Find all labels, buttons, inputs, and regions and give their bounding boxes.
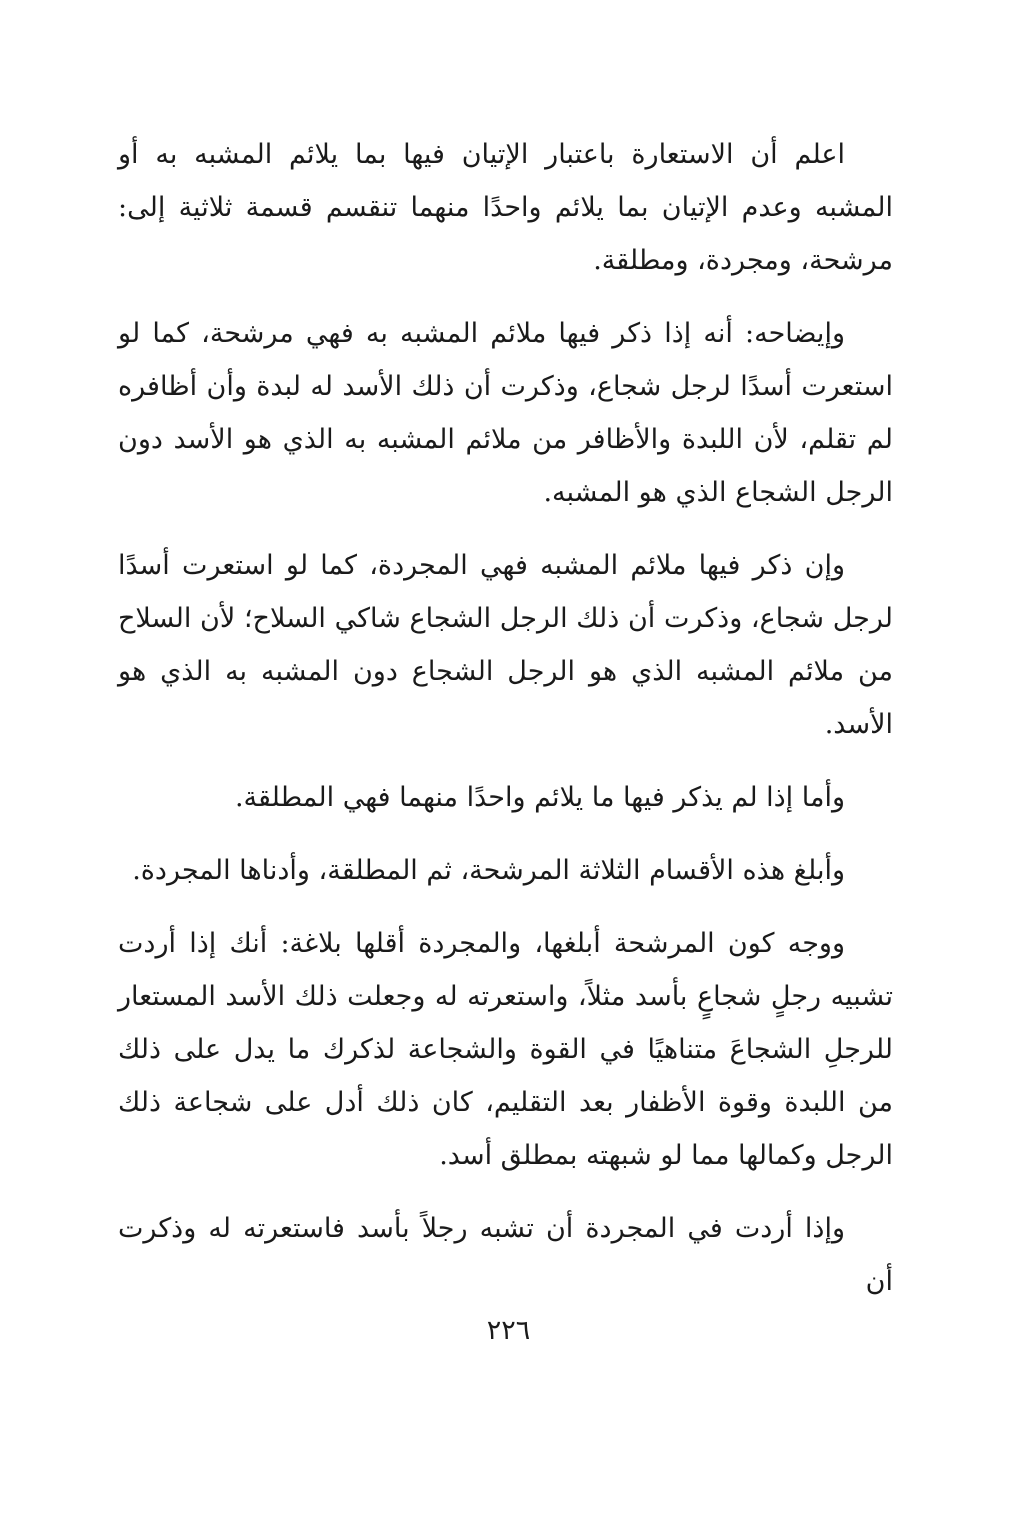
paragraph-2: وإيضاحه: أنه إذا ذكر فيها ملائم المشبه به فهي مرشحة، كما لو استعرت أسدًا لرجل شجاع، وذكرت أن ذلك الأسد له لبدة وأن أظافره لم تقلم، لأن اللبدة والأظافر من ملائم المشبه به الذي هو الأسد دون الرجل الشجاع الذي هو المشبه. [118, 318, 893, 508]
page-number: ٢٢٦ [486, 1315, 531, 1346]
paragraph-4: وأما إذا لم يذكر فيها ما يلائم واحدًا منهما فهي المطلقة. [234, 782, 845, 813]
paragraph-5: وأبلغ هذه الأقسام الثلاثة المرشحة، ثم المطلقة، وأدناها المجردة. [132, 855, 845, 886]
paragraph-7: وإذا أردت في المجردة أن تشبه رجلاً بأسد فاستعرته له وذكرت أن [118, 1213, 893, 1297]
paragraph-1: اعلم أن الاستعارة باعتبار الإتيان فيها بما يلائم المشبه به أو المشبه وعدم الإتيان بما يلائم واحدًا منهما تنقسم قسمة ثلاثية إلى: مرشحة، ومجردة، ومطلقة. [118, 139, 893, 276]
paragraph-3: وإن ذكر فيها ملائم المشبه فهي المجردة، كما لو استعرت أسدًا لرجل شجاع، وذكرت أن ذلك الرجل الشجاع شاكي السلاح؛ لأن السلاح من ملائم المشبه الذي هو الرجل الشجاع دون المشبه به الذي هو الأسد. [118, 550, 893, 740]
body-text [118, 128, 893, 1328]
paragraph-6: ووجه كون المرشحة أبلغها، والمجردة أقلها بلاغة: أنك إذا أردت تشبيه رجلٍ شجاعٍ بأسد مثلاً، واستعرته له وجعلت ذلك الأسد المستعار للرجلِ الشجاعَ متناهيًا في القوة والشجاعة لذكرك ما يدل على ذلك من اللبدة وقوة الأظفار بعد التقليم، كان ذلك أدل على شجاعة ذلك الرجل وكمالها مما لو شبهته بمطلق أسد. [118, 928, 893, 1171]
